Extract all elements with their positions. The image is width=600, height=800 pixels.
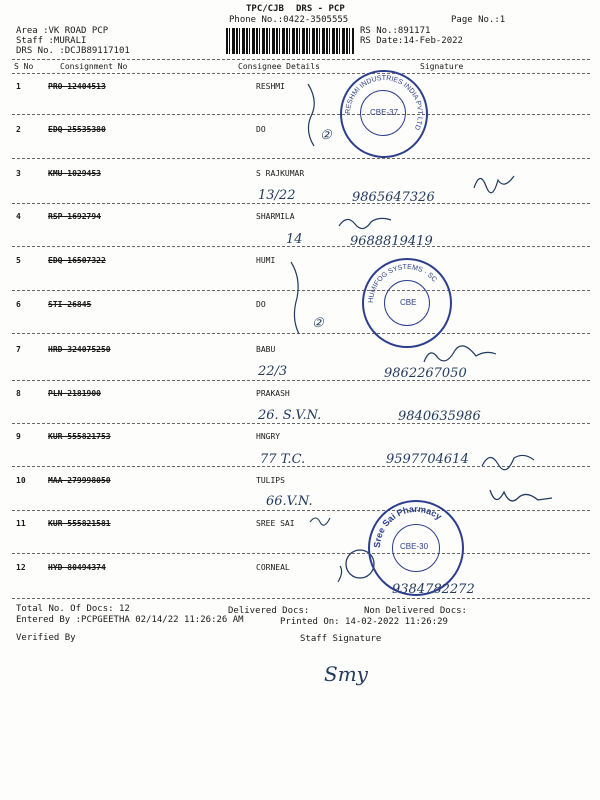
sree-sai-pharmacy-stamp [368, 500, 464, 596]
row-sno: 6 [16, 300, 21, 309]
signature-row4 [335, 212, 395, 232]
printed-on: Printed On: 14-02-2022 11:26:29 [280, 617, 448, 627]
row-consignment: KUR 555821753 [48, 432, 111, 441]
handwritten-phone: 9862267050 [384, 366, 467, 381]
row-consignment: EDQ 25535380 [48, 125, 106, 134]
handwritten-door-number: 22/3 [258, 364, 288, 379]
reshmi-stamp-center: CBE-37 [370, 108, 399, 117]
header-rule-bottom [12, 73, 590, 74]
handwritten-door-number: 13/22 [258, 188, 296, 203]
row-sno: 4 [16, 212, 21, 221]
row-divider [12, 158, 590, 159]
handwritten-phone: 9865647326 [352, 190, 435, 205]
sai-stamp-center: CBE-30 [400, 542, 429, 551]
reshmi-industries-stamp [340, 70, 428, 158]
signature-row7 [420, 344, 500, 368]
row-sno: 8 [16, 389, 21, 398]
humifog-stamp-text: HUMIFOG SYSTEMS · SC [367, 263, 438, 304]
signature-row3 [470, 168, 520, 194]
handwritten-address: 26. S.V.N. [258, 408, 322, 423]
handwritten-address: 66.V.N. [266, 494, 313, 509]
signature-row10 [486, 486, 556, 512]
humifog-systems-stamp [362, 258, 452, 348]
row-consignee: CORNEAL [256, 563, 290, 572]
drs-number: DRS No. :DCJB89117101 [16, 46, 130, 56]
row-consignment: RSP 1692794 [48, 212, 101, 221]
signature-row11 [308, 512, 332, 526]
handwritten-mark: ② [312, 316, 324, 331]
humifog-stamp-center: CBE [400, 298, 417, 307]
handwritten-mark: ② [320, 128, 332, 143]
row-consignee: HUMI [256, 256, 276, 265]
row-consignment: PLN 2181900 [48, 389, 101, 398]
row-consignment: HRD 324075250 [48, 345, 111, 354]
row-sno: 2 [16, 125, 21, 134]
report-code: TPC/CJB [246, 4, 284, 14]
row-consignee: SHARMILA [256, 212, 295, 221]
row-divider [12, 598, 590, 599]
rs-date: RS Date:14-Feb-2022 [360, 36, 463, 46]
handwritten-bracket [285, 258, 315, 338]
row-consignment: KMU 1029453 [48, 169, 101, 178]
row-consignment: EDQ 16507322 [48, 256, 106, 265]
row-consignee: S RAJKUMAR [256, 169, 305, 178]
row-consignee: PRAKASH [256, 389, 290, 398]
row-consignment: STI 26845 [48, 300, 92, 309]
verified-by: Verified By [16, 633, 76, 643]
row-consignee: HNGRY [256, 432, 281, 441]
row-consignee: SREE SAI [256, 519, 295, 528]
handwritten-address: 77 T.C. [260, 452, 306, 467]
handwritten-bracket [300, 80, 330, 150]
row-consignee: RESHMI [256, 82, 285, 91]
col-consignment: Consignment No [60, 62, 128, 71]
staff-signature-label: Staff Signature [300, 634, 382, 644]
barcode [226, 28, 354, 54]
row-divider [12, 553, 590, 554]
row-divider [12, 203, 590, 204]
staff-signature: Smy [324, 662, 368, 686]
row-consignment: KUR 555821581 [48, 519, 111, 528]
handwritten-phone: 9688819419 [350, 234, 433, 249]
svg-text:RESHMI INDUSTRIES INDIA PVT LT [345, 75, 423, 131]
staff-label: Staff :MURALI [16, 36, 87, 46]
row-sno: 1 [16, 82, 21, 91]
handwritten-door-number: 14 [286, 232, 303, 247]
row-sno: 7 [16, 345, 21, 354]
row-sno: 12 [16, 563, 26, 572]
row-consignment: MAA 279998050 [48, 476, 111, 485]
non-delivered-docs: Non Delivered Docs: [364, 606, 467, 616]
handwritten-phone: 9840635986 [398, 409, 481, 424]
header-rule [12, 59, 590, 60]
handwritten-phone: 9384782272 [392, 582, 475, 597]
rs-number: RS No.:891171 [360, 26, 431, 36]
handwritten-phone: 9597704614 [386, 452, 469, 467]
reshmi-stamp-text: RESHMI INDUSTRIES INDIA PVT LTD [344, 74, 424, 131]
entered-by: Entered By :PCPGEETHA 02/14/22 11:26:26 AM [16, 615, 244, 625]
row-sno: 5 [16, 256, 21, 265]
total-docs: Total No. Of Docs: 12 [16, 604, 130, 614]
row-divider [12, 380, 590, 381]
signature-row9 [478, 448, 538, 472]
col-sno: S No [14, 62, 34, 71]
row-consignee: TULIPS [256, 476, 285, 485]
row-sno: 10 [16, 476, 26, 485]
sai-stamp-text: Sree Sai Pharmacy [371, 503, 444, 549]
row-sno: 9 [16, 432, 21, 441]
row-consignee: DO [256, 125, 266, 134]
row-consignment: PRO 12404513 [48, 82, 106, 91]
row-consignment: HYD 80494374 [48, 563, 106, 572]
area-label: Area :VK ROAD PCP [16, 26, 109, 36]
page-number: Page No.:1 [451, 15, 506, 25]
col-signature: Signature [420, 62, 464, 71]
row-divider [12, 423, 590, 424]
phone-number: Phone No.:0422-3505555 [229, 15, 349, 25]
report-title: DRS - PCP [296, 4, 345, 14]
row-sno: 3 [16, 169, 21, 178]
row-consignee: DO [256, 300, 266, 309]
delivered-docs: Delivered Docs: [228, 606, 310, 616]
col-consignee: Consignee Details [238, 62, 320, 71]
row-consignee: BABU [256, 345, 276, 354]
row-sno: 11 [16, 519, 26, 528]
